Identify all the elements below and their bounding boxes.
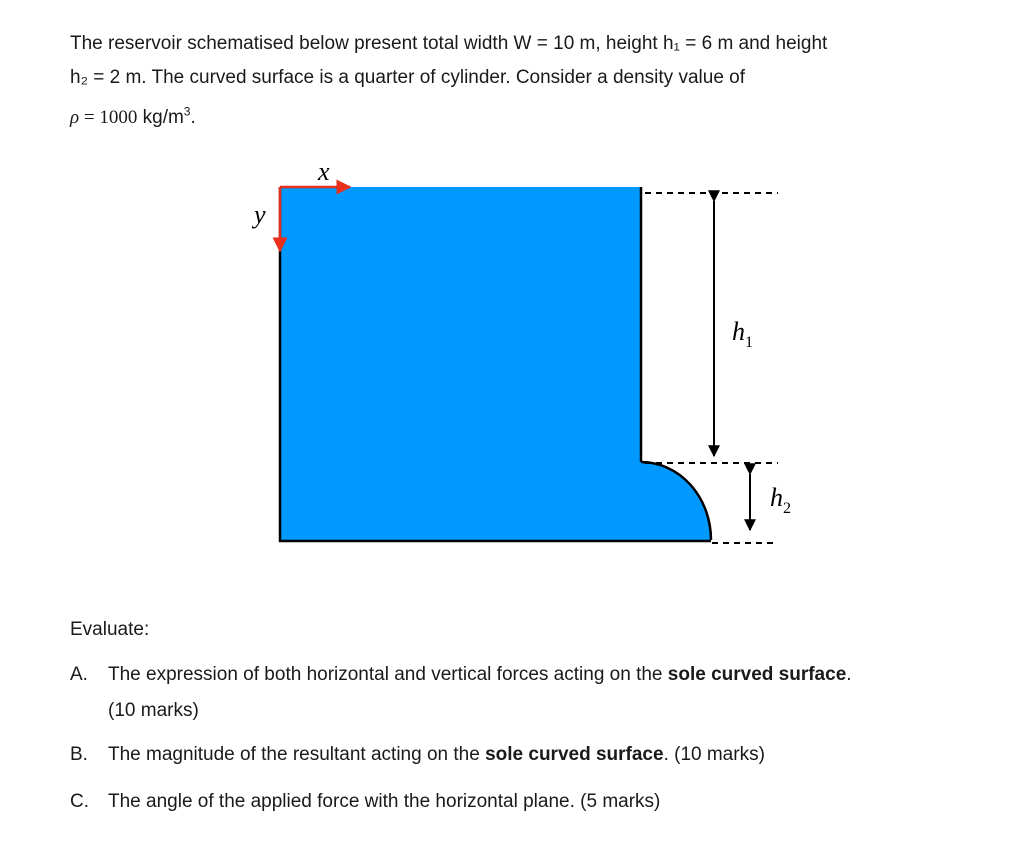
x-axis-label: x <box>318 157 330 186</box>
item-c-letter: C. <box>70 791 89 812</box>
evaluate-heading: Evaluate: <box>70 619 150 640</box>
item-a-post: . <box>846 664 852 685</box>
h2-subscript: 2 <box>783 500 791 517</box>
rho-symbol: ρ <box>70 107 80 128</box>
h1-subscript: 1 <box>745 334 753 351</box>
item-b-bold: sole curved surface <box>485 744 664 765</box>
item-b-letter: B. <box>70 744 88 765</box>
item-a-marks: (10 marks) <box>108 700 199 721</box>
item-a-bold: sole curved surface <box>667 664 847 685</box>
item-b-post: . (10 marks) <box>663 744 765 765</box>
intro-line-2: h₂ = 2 m. The curved surface is a quarter of cylinder. Consider a density value of <box>70 67 746 88</box>
item-b-text <box>108 743 765 767</box>
item-b-pre: The magnitude of the resultant acting on the <box>108 744 486 765</box>
h2-label <box>770 483 791 517</box>
item-c-text: The angle of the applied force with the horizontal plane. (5 marks) <box>108 791 661 812</box>
rho-value: 1000 <box>99 107 138 128</box>
h1-label <box>732 317 753 351</box>
rho-unit-exponent: 3 <box>183 104 191 119</box>
item-a-pre: The expression of both horizontal and vertical forces acting on the <box>108 664 668 685</box>
rho-end: . <box>190 107 196 128</box>
item-a-letter: A. <box>70 664 88 685</box>
y-axis-label: y <box>254 200 266 229</box>
h2-letter: h <box>770 483 783 512</box>
item-a-text <box>108 663 852 687</box>
rho-equals: = <box>79 107 100 128</box>
rho-unit: kg/m <box>137 107 184 128</box>
water-region <box>280 187 711 540</box>
h1-letter: h <box>732 317 745 346</box>
intro-line-1: The reservoir schematised below present total width W = 10 m, height h₁ = 6 m and height <box>70 33 828 54</box>
